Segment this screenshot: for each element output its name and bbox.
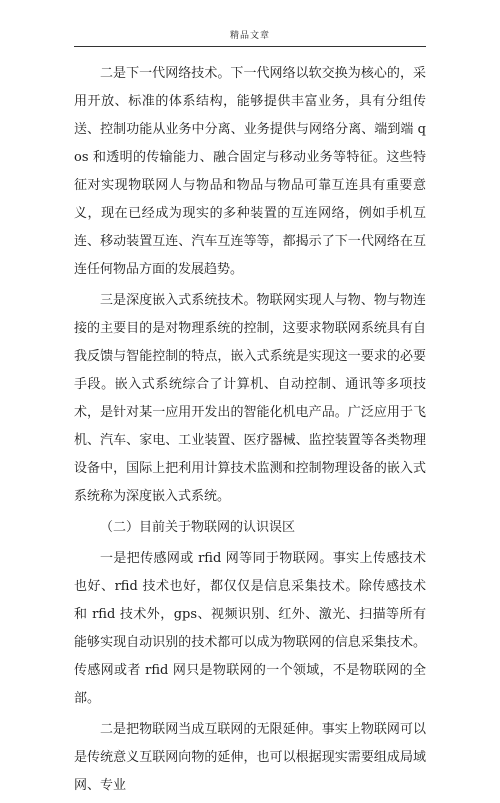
paragraph-sensor-network-misconception: 一是把传感网或 rfid 网等同于物联网。事实上传感技术也好、rfid 技术也好，都仅仅是信息采集技术。除传感技术和 rfid 技术外，gps、视频识别、红外、激光、扫描等所有能够实现自动识别的技术都可以成为物联网的信息采集技术。传感网或者 rfid 网只是物联网的一个领域，不是物联网的全部。 <box>74 551 426 706</box>
paragraph-next-gen-network: 二是下一代网络技术。下一代网络以软交换为核心的，采用开放、标准的体系结构，能够提供丰富业务，具有分组传送、控制功能从业务中分离、业务提供与网络分离、端到端 qos 和透明的传输能力、融合固定与移动业务等特征。这些特征对实现物联网人与物品和物品与物品可靠互连具有重要意义，现在已经成为现实的多种装置的互连网络，例如手机互连、移动装置互连、汽车互连等等，都揭示了下一代网络在互连任何物品方面的发展趋势。 <box>74 66 426 277</box>
paragraph-embedded-systems: 三是深度嵌入式系统技术。物联网实现人与物、物与物连接的主要目的是对物理系统的控制，这要求物联网系统具有自我反馈与智能控制的特点，嵌入式系统是实现这一要求的必要手段。嵌入式系统综合了计算机、自动控制、通讯等多项技术，是针对某一应用开发出的智能化机电产品。广泛应用于飞机、汽车、家电、工业装置、医疗器械、监控装置等各类物理设备中，国际上把利用计算技术监测和控制物理设备的嵌入式系统称为深度嵌入式系统。 <box>74 293 426 504</box>
page-header: 精品文章 <box>74 26 426 47</box>
paragraph-internet-extension-misconception: 二是把物联网当成互联网的无限延伸。事实上物联网可以是传统意义互联网向物的延伸，也可以根据现实需要组成局域网、专业 <box>74 722 426 793</box>
document-body <box>74 60 426 803</box>
section-heading-misconceptions: （二）目前关于物联网的认识误区 <box>100 520 296 535</box>
